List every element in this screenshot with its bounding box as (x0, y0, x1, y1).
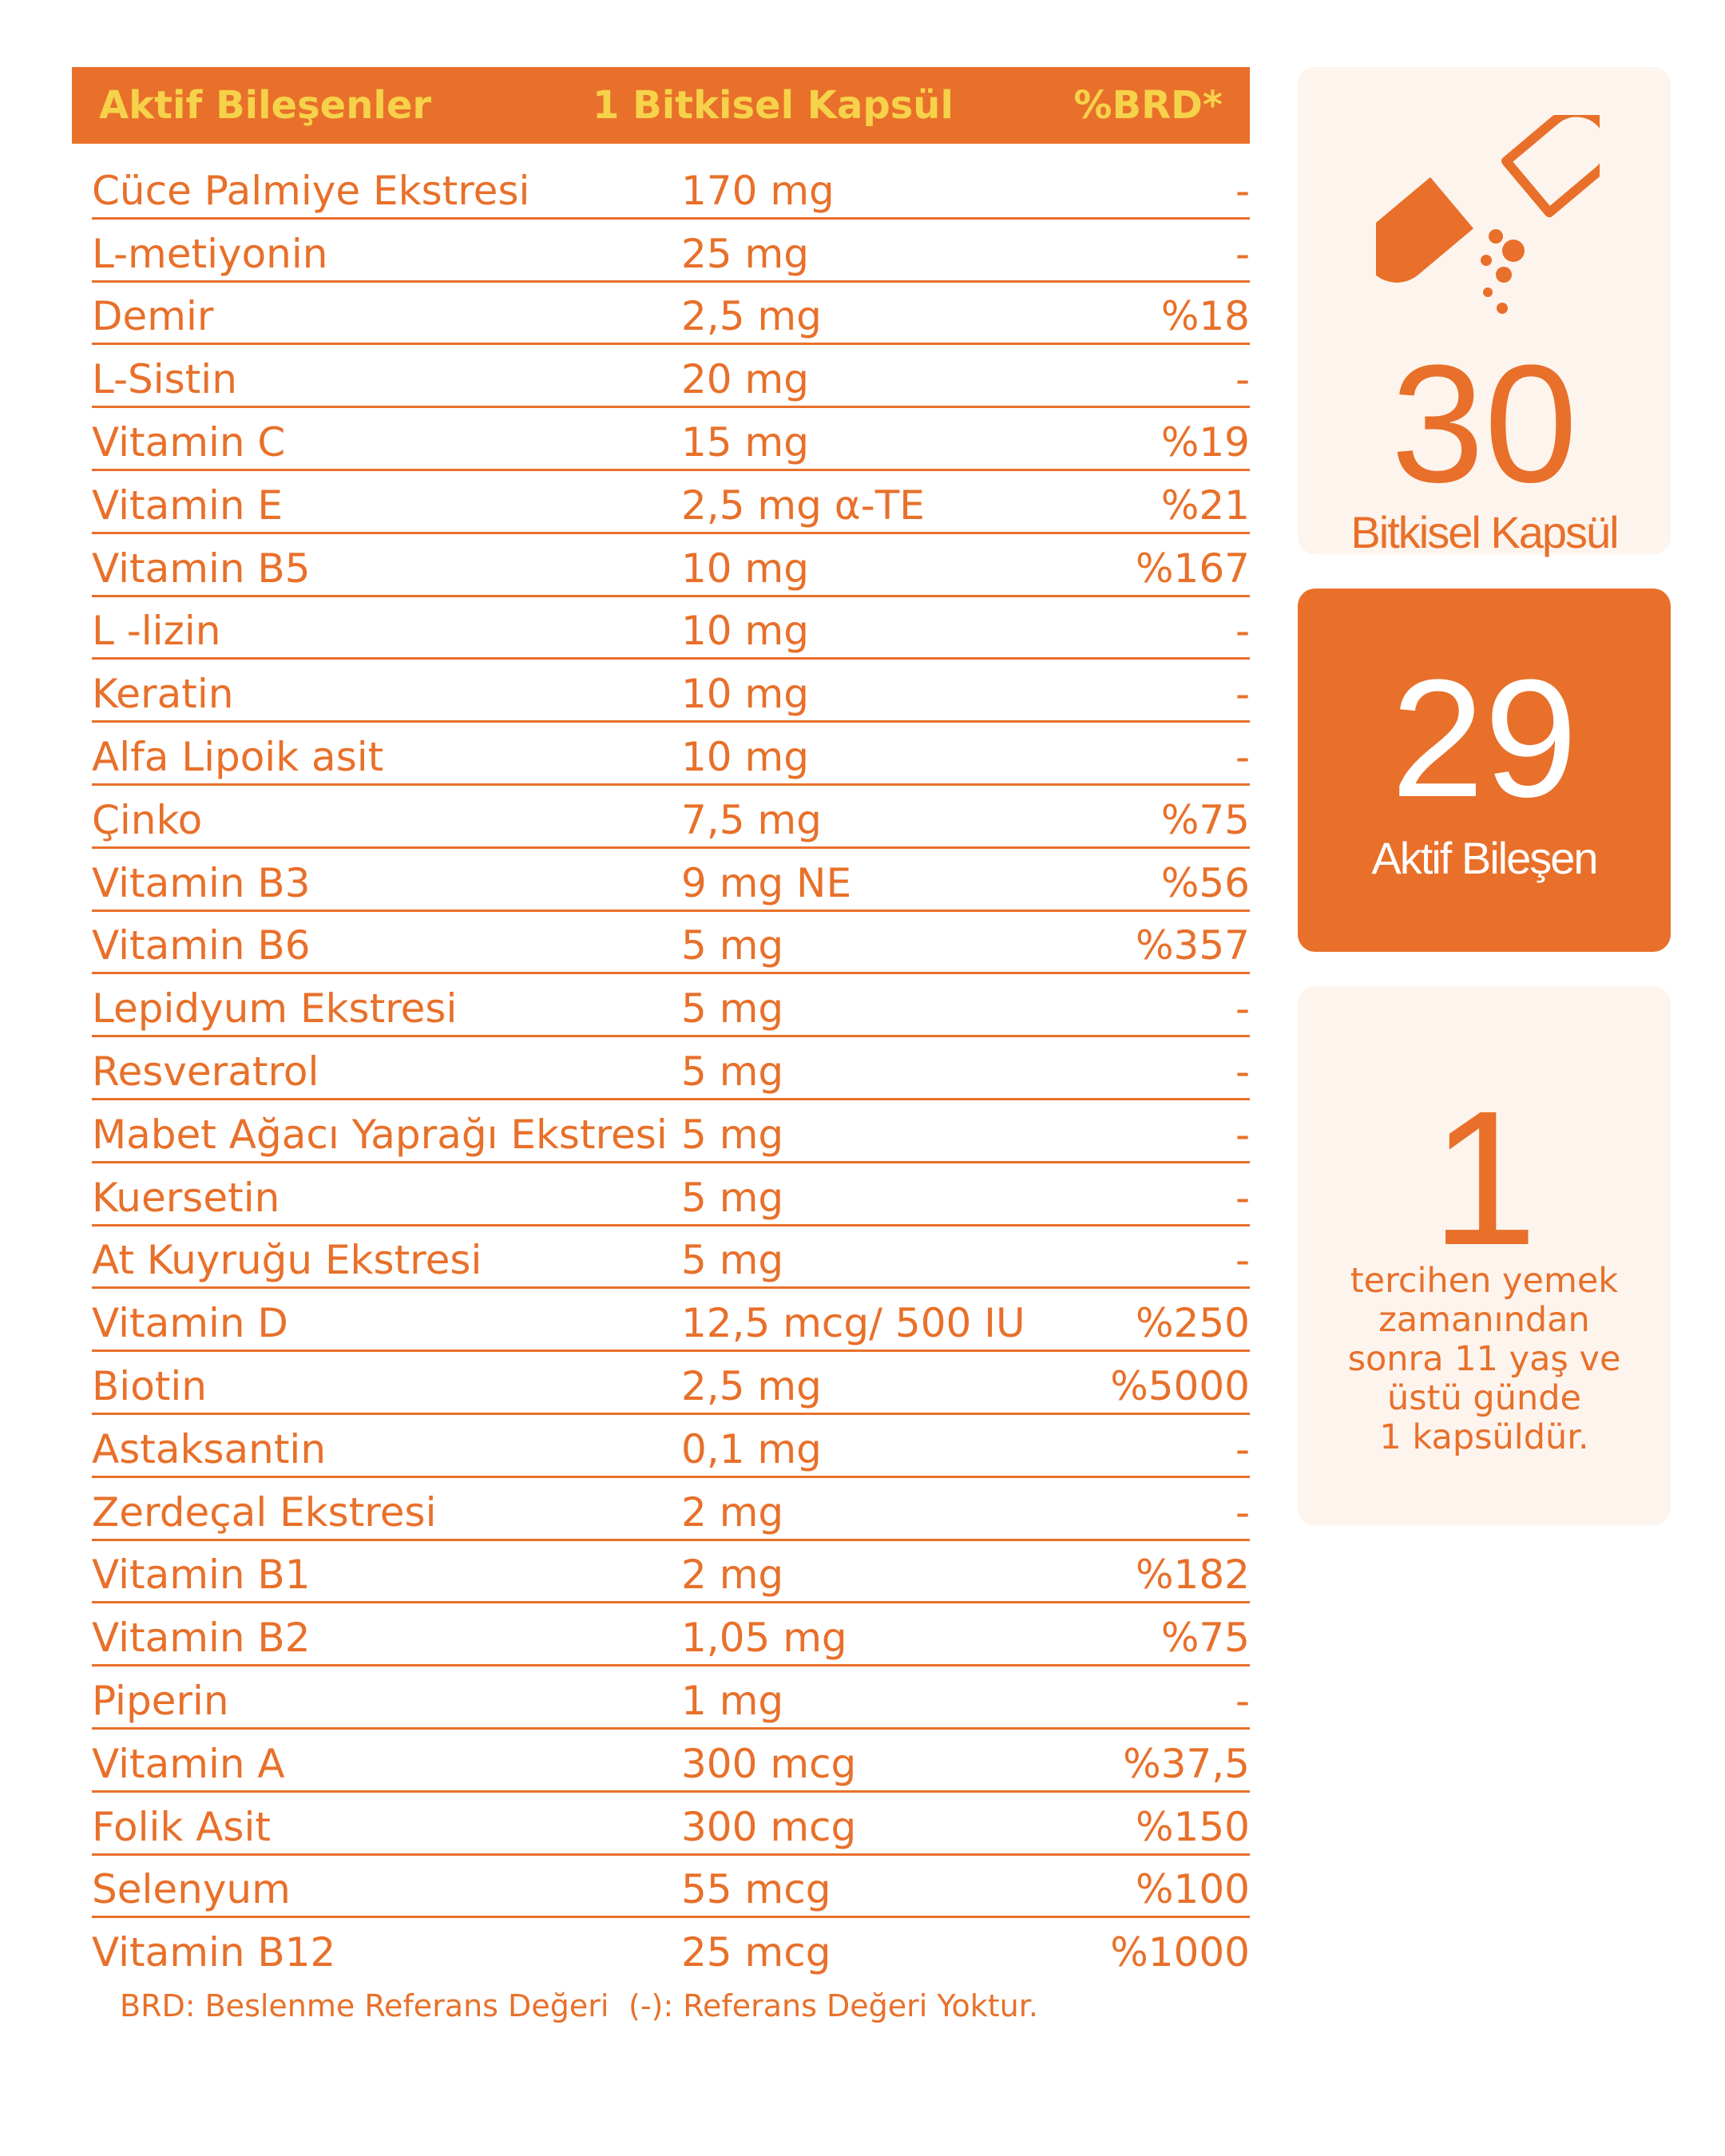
ingredient-count: 29 (1390, 644, 1578, 832)
ingredient-brd: %75 (1160, 796, 1250, 843)
footnote-no-reference: (-): Referans Değeri Yoktur. (629, 1988, 1038, 2023)
table-row (92, 1037, 1250, 1100)
ingredient-name: Vitamin C (92, 418, 286, 466)
header-ingredients: Aktif Bileşenler (99, 83, 432, 128)
ingredient-brd: %100 (1136, 1866, 1250, 1913)
ingredient-name: Vitamin B12 (92, 1929, 336, 1976)
ingredient-amount: 10 mg (681, 608, 809, 655)
ingredient-amount: 300 mcg (681, 1803, 857, 1850)
ingredient-amount: 300 mcg (681, 1740, 857, 1787)
ingredient-amount: 2,5 mg (681, 1362, 822, 1409)
ingredient-name: L-Sistin (92, 356, 237, 403)
ingredient-amount: 55 mcg (681, 1866, 831, 1913)
ingredient-name: Vitamin B2 (92, 1615, 311, 1662)
table-row (92, 1289, 1250, 1352)
table-row (92, 1730, 1250, 1793)
table-row (92, 723, 1250, 786)
ingredient-brd: - (1235, 230, 1250, 277)
ingredient-name: Kuersetin (92, 1174, 280, 1221)
ingredient-brd: %167 (1136, 545, 1250, 592)
table-row (92, 1603, 1250, 1667)
ingredient-name: Çinko (92, 796, 203, 843)
ingredient-brd: - (1235, 608, 1250, 655)
table-row (92, 849, 1250, 912)
ingredient-amount: 1 mg (681, 1677, 784, 1724)
table-row (92, 283, 1250, 346)
ingredient-amount: 20 mg (681, 356, 809, 403)
table-row (92, 157, 1250, 220)
table-row (92, 1856, 1250, 1919)
table-row (92, 1478, 1250, 1541)
ingredient-brd: - (1235, 1237, 1250, 1284)
capsule-count-label: Bitkisel Kapsül (1350, 507, 1618, 557)
ingredient-brd: %37,5 (1123, 1740, 1250, 1787)
ingredient-amount: 25 mcg (681, 1929, 831, 1976)
table-row (92, 1352, 1250, 1415)
capsule-count: 30 (1390, 330, 1578, 517)
ingredient-name: Folik Asit (92, 1803, 271, 1850)
ingredient-name: Vitamin B5 (92, 545, 311, 592)
table-row (92, 345, 1250, 408)
ingredient-name: Astaksantin (92, 1425, 327, 1472)
ingredient-brd: - (1235, 1677, 1250, 1724)
table-row (92, 1163, 1250, 1227)
ingredient-name: Mabet Ağacı Yaprağı Ekstresi (92, 1111, 668, 1158)
ingredient-amount: 2 mg (681, 1488, 784, 1536)
ingredient-name: Selenyum (92, 1866, 291, 1913)
dosage-line: 1 kapsüldür. (1379, 1417, 1589, 1457)
ingredient-name: Vitamin A (92, 1740, 285, 1787)
ingredient-amount: 5 mg (681, 922, 784, 969)
dosage-line: sonra 11 yaş ve (1347, 1339, 1621, 1379)
ingredient-brd: - (1235, 167, 1250, 214)
ingredient-brd: %1000 (1110, 1929, 1250, 1976)
ingredient-name: Lepidyum Ekstresi (92, 985, 458, 1032)
ingredient-amount: 5 mg (681, 985, 784, 1032)
dosage-number: 1 (1430, 1071, 1538, 1285)
table-row (92, 1227, 1250, 1290)
dosage-line: üstü günde (1387, 1378, 1581, 1418)
table-row (92, 408, 1250, 471)
header-brd: %BRD* (1073, 83, 1223, 128)
ingredient-name: L-metiyonin (92, 230, 328, 277)
ingredient-brd: - (1235, 985, 1250, 1032)
ingredient-brd: - (1235, 1488, 1250, 1536)
ingredient-name: Biotin (92, 1362, 207, 1409)
ingredient-brd: - (1235, 356, 1250, 403)
ingredient-amount: 1,05 mg (681, 1615, 847, 1662)
ingredient-brd: - (1235, 671, 1250, 718)
table-row (92, 534, 1250, 597)
ingredient-amount: 0,1 mg (681, 1425, 822, 1472)
ingredient-amount: 170 mg (681, 167, 835, 214)
ingredient-brd: - (1235, 1048, 1250, 1095)
ingredient-brd: %18 (1160, 293, 1250, 340)
ingredient-name: Demir (92, 293, 214, 340)
ingredient-amount: 10 mg (681, 733, 809, 780)
ingredient-amount: 15 mg (681, 418, 809, 466)
footnote-brd: BRD: Beslenme Referans Değeri (120, 1988, 609, 2023)
table-row (92, 1541, 1250, 1604)
ingredient-amount: 5 mg (681, 1111, 784, 1158)
ingredient-brd: - (1235, 1111, 1250, 1158)
ingredient-amount: 12,5 mcg/ 500 IU (681, 1300, 1025, 1347)
ingredient-name: Zerdeçal Ekstresi (92, 1488, 437, 1536)
table-row (92, 1100, 1250, 1163)
ingredient-brd: - (1235, 1174, 1250, 1221)
table-row (92, 471, 1250, 534)
ingredient-count-card (1298, 589, 1671, 952)
ingredient-amount: 10 mg (681, 545, 809, 592)
table-row (92, 220, 1250, 283)
ingredient-brd: %19 (1160, 418, 1250, 466)
capsule-count-card (1298, 67, 1671, 557)
table-row (92, 597, 1250, 660)
ingredient-amount: 2,5 mg (681, 293, 822, 340)
table-row (92, 1667, 1250, 1730)
ingredient-amount: 5 mg (681, 1048, 784, 1095)
ingredient-name: Vitamin B3 (92, 859, 311, 906)
ingredient-amount: 2 mg (681, 1552, 784, 1599)
table-body (92, 157, 1250, 1979)
capsule-icon (1376, 115, 1600, 331)
dosage-line: tercihen yemek (1350, 1261, 1619, 1301)
dosage-description (1314, 1262, 1655, 1457)
ingredient-name: Vitamin B6 (92, 922, 311, 969)
ingredient-count-label: Aktif Bileşen (1371, 833, 1597, 883)
table-row (92, 786, 1250, 849)
ingredients-table (72, 67, 1250, 1979)
ingredient-brd: - (1235, 1425, 1250, 1472)
ingredient-name: Piperin (92, 1677, 229, 1724)
ingredient-brd: %150 (1136, 1803, 1250, 1850)
table-header (72, 67, 1250, 144)
ingredient-name: Cüce Palmiye Ekstresi (92, 167, 530, 214)
dosage-line: zamanından (1378, 1300, 1590, 1340)
table-row (92, 1415, 1250, 1478)
table-row (92, 660, 1250, 723)
ingredient-brd: %56 (1160, 859, 1250, 906)
ingredient-name: Resveratrol (92, 1048, 319, 1095)
ingredient-brd: %182 (1136, 1552, 1250, 1599)
ingredient-name: Vitamin E (92, 482, 284, 529)
ingredient-amount: 25 mg (681, 230, 809, 277)
ingredient-amount: 9 mg NE (681, 859, 852, 906)
table-row (92, 912, 1250, 975)
table-row (92, 1793, 1250, 1856)
ingredient-brd: %250 (1136, 1300, 1250, 1347)
ingredient-amount: 2,5 mg α-TE (681, 482, 925, 529)
ingredient-name: Vitamin D (92, 1300, 288, 1347)
ingredient-amount: 10 mg (681, 671, 809, 718)
ingredient-name: Keratin (92, 671, 234, 718)
ingredient-amount: 5 mg (681, 1237, 784, 1284)
ingredient-brd: - (1235, 733, 1250, 780)
ingredient-name: L -lizin (92, 608, 221, 655)
ingredient-name: At Kuyruğu Ekstresi (92, 1237, 482, 1284)
ingredient-brd: %75 (1160, 1615, 1250, 1662)
ingredient-name: Alfa Lipoik asit (92, 733, 384, 780)
header-per-capsule: 1 Bitkisel Kapsül (593, 83, 954, 128)
ingredient-name: Vitamin B1 (92, 1552, 311, 1599)
table-row (92, 974, 1250, 1037)
ingredient-amount: 5 mg (681, 1174, 784, 1221)
ingredient-brd: %5000 (1110, 1362, 1250, 1409)
ingredient-brd: %357 (1136, 922, 1250, 969)
dosage-card (1298, 986, 1671, 1525)
ingredient-brd: %21 (1160, 482, 1250, 529)
table-row (92, 1918, 1250, 1979)
ingredient-amount: 7,5 mg (681, 796, 822, 843)
